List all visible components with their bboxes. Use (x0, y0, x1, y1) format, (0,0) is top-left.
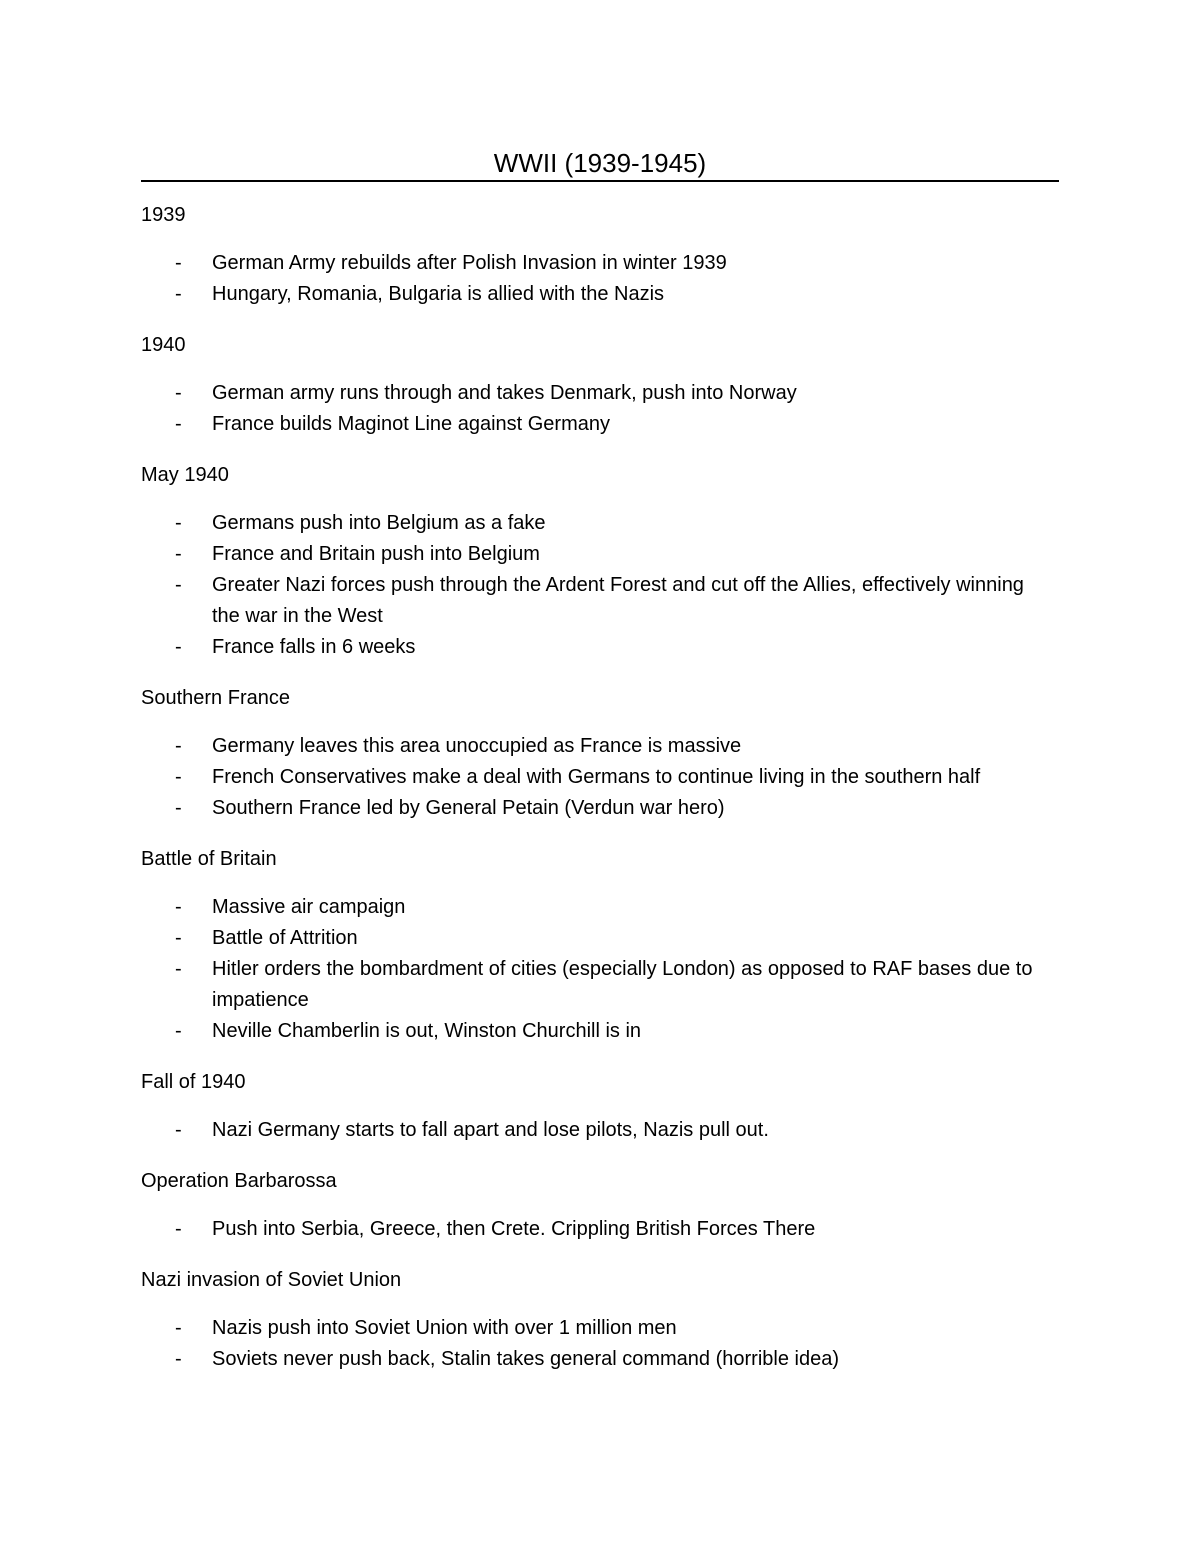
section (141, 844, 1059, 1047)
section (141, 683, 1059, 824)
section-heading: May 1940 (141, 464, 229, 486)
list-item (141, 1313, 1059, 1344)
section (141, 200, 1059, 310)
list-item-text: Hitler orders the bombardment of cities (especially London) as opposed to RAF bases due to impatience (212, 958, 1033, 1011)
document-title: WWII (1939-1945) (493, 148, 707, 178)
bullet-dash: - (175, 413, 182, 435)
bullet-dash: - (175, 797, 182, 819)
section-heading: Southern France (141, 687, 290, 709)
list-item (141, 508, 1059, 539)
bullet-dash: - (175, 766, 182, 788)
section-heading: Fall of 1940 (141, 1071, 246, 1093)
list-item (141, 892, 1059, 923)
list-item (141, 731, 1059, 762)
list-item-text: France and Britain push into Belgium (212, 543, 540, 565)
list-item-text: Nazi Germany starts to fall apart and lose pilots, Nazis pull out. (212, 1119, 769, 1141)
list-item-text: Nazis push into Soviet Union with over 1 million men (212, 1317, 677, 1339)
list-item (141, 793, 1059, 824)
list-item-text: German army runs through and takes Denmark, push into Norway (212, 382, 797, 404)
bullet-list (141, 248, 1059, 310)
bullet-dash: - (175, 252, 182, 274)
bullet-list (141, 1115, 1059, 1146)
list-item (141, 1016, 1059, 1047)
list-item (141, 1115, 1059, 1146)
list-item (141, 954, 1059, 1016)
list-item (141, 378, 1059, 409)
section (141, 460, 1059, 663)
bullet-dash: - (175, 927, 182, 949)
bullet-list (141, 1313, 1059, 1375)
bullet-list (141, 378, 1059, 440)
section-heading: 1940 (141, 334, 186, 356)
list-item (141, 570, 1059, 632)
section-heading: 1939 (141, 204, 186, 226)
bullet-dash: - (175, 283, 182, 305)
bullet-dash: - (175, 574, 182, 596)
section (141, 1166, 1059, 1245)
title-underline (141, 180, 1059, 182)
list-item-text: France falls in 6 weeks (212, 636, 416, 658)
bullet-dash: - (175, 958, 182, 980)
section (141, 1265, 1059, 1375)
list-item-text: Massive air campaign (212, 896, 406, 918)
document-body (141, 200, 1059, 1375)
list-item-text: Soviets never push back, Stalin takes general command (horrible idea) (212, 1348, 839, 1370)
bullet-dash: - (175, 382, 182, 404)
section-heading: Operation Barbarossa (141, 1170, 337, 1192)
section (141, 1067, 1059, 1146)
section-heading: Nazi invasion of Soviet Union (141, 1269, 402, 1291)
bullet-dash: - (175, 1348, 182, 1370)
bullet-dash: - (175, 1218, 182, 1240)
list-item-text: French Conservatives make a deal with Germans to continue living in the southern half (212, 766, 981, 788)
list-item (141, 539, 1059, 570)
bullet-dash: - (175, 1119, 182, 1141)
list-item (141, 1214, 1059, 1245)
bullet-dash: - (175, 896, 182, 918)
section (141, 330, 1059, 440)
bullet-dash: - (175, 1317, 182, 1339)
list-item (141, 632, 1059, 663)
list-item-text: Neville Chamberlin is out, Winston Churchill is in (212, 1020, 642, 1042)
list-item-text: France builds Maginot Line against Germany (212, 413, 610, 435)
bullet-list (141, 731, 1059, 824)
bullet-dash: - (175, 735, 182, 757)
list-item (141, 409, 1059, 440)
bullet-dash: - (175, 512, 182, 534)
bullet-list (141, 892, 1059, 1047)
list-item (141, 923, 1059, 954)
list-item-text: German Army rebuilds after Polish Invasion in winter 1939 (212, 252, 727, 274)
list-item-text: Germany leaves this area unoccupied as France is massive (212, 735, 742, 757)
section-heading: Battle of Britain (141, 848, 277, 870)
bullet-dash: - (175, 1020, 182, 1042)
list-item (141, 762, 1059, 793)
bullet-dash: - (175, 543, 182, 565)
list-item-text: Battle of Attrition (212, 927, 358, 949)
list-item-text: Southern France led by General Petain (Verdun war hero) (212, 797, 725, 819)
list-item-text: Hungary, Romania, Bulgaria is allied with the Nazis (212, 283, 665, 305)
list-item-text: Push into Serbia, Greece, then Crete. Crippling British Forces There (212, 1218, 816, 1240)
list-item (141, 248, 1059, 279)
document-page (141, 146, 1059, 1395)
bullet-list (141, 1214, 1059, 1245)
bullet-dash: - (175, 636, 182, 658)
list-item-text: Germans push into Belgium as a fake (212, 512, 546, 534)
list-item (141, 279, 1059, 310)
list-item-text: Greater Nazi forces push through the Ardent Forest and cut off the Allies, effectively winning the war in the West (212, 574, 1024, 627)
bullet-list (141, 508, 1059, 663)
list-item (141, 1344, 1059, 1375)
